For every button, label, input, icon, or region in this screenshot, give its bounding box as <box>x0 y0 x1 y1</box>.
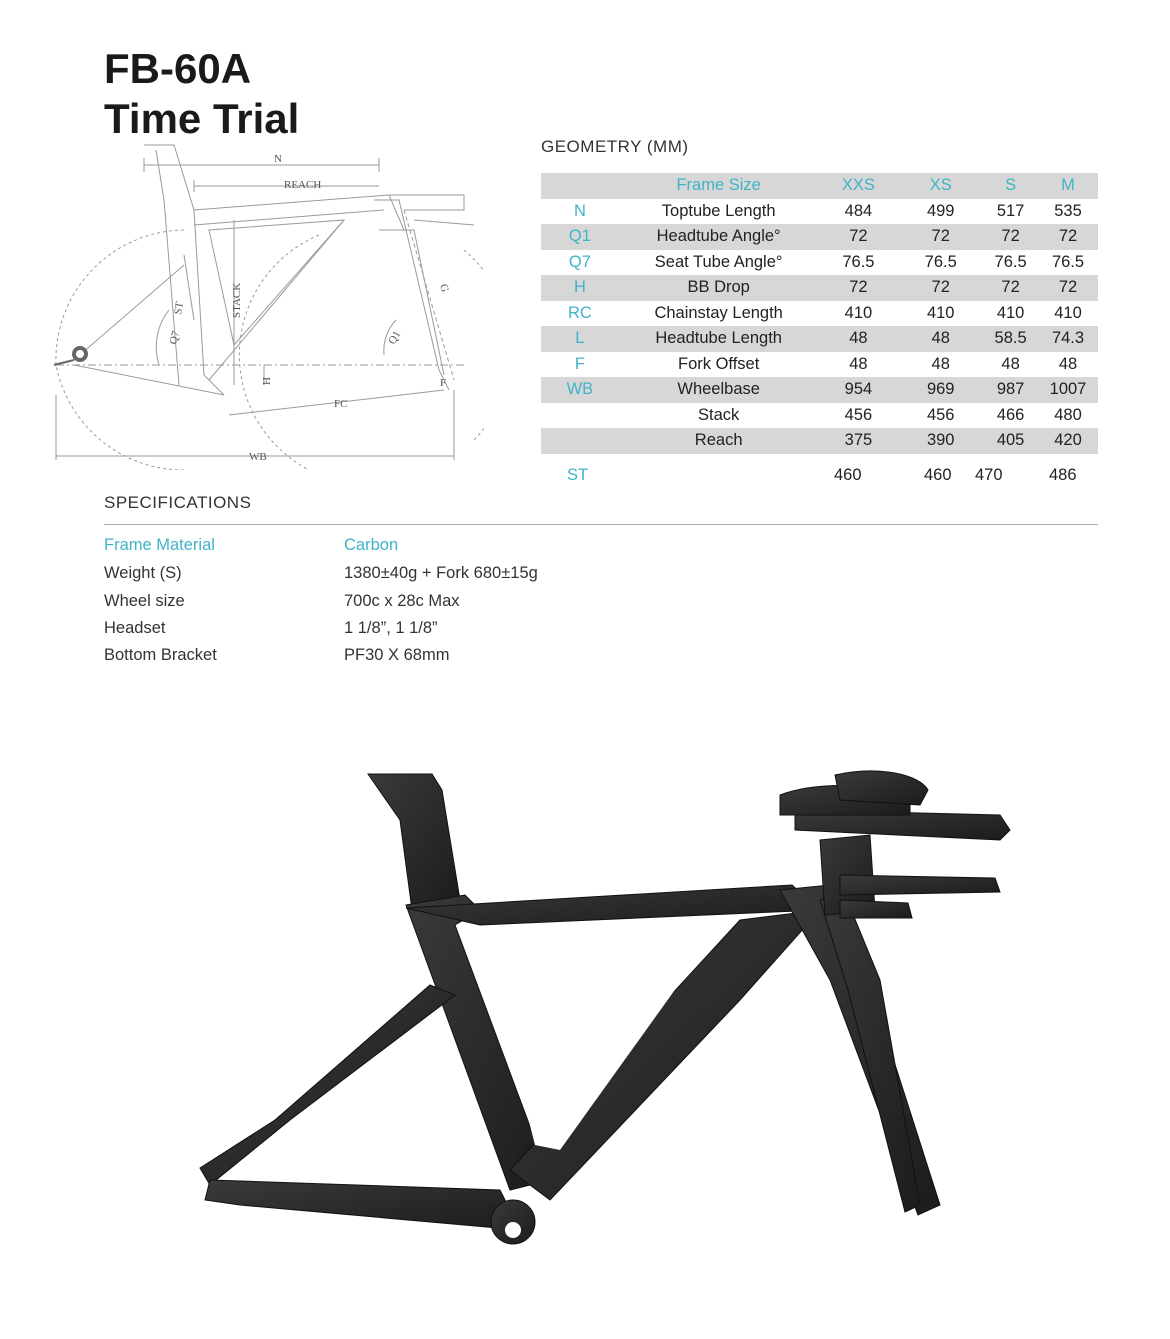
row-value: 76.5 <box>842 252 875 271</box>
row-code: WB <box>541 377 619 403</box>
frame-size-label: Frame Size <box>619 173 819 199</box>
row-value: 390 <box>898 428 983 454</box>
row-value: 48 <box>1001 354 1020 373</box>
row-value: 76.5 <box>924 252 957 271</box>
spec-value: 1 1/8”, 1 1/8” <box>344 619 438 637</box>
row-value: 405 <box>983 428 1038 454</box>
label-wb: WB <box>249 451 267 463</box>
table-row <box>541 428 1098 454</box>
row-code: N <box>573 201 586 220</box>
row-value: 72 <box>898 275 983 301</box>
spec-value: 1380±40g + Fork 680±15g <box>344 564 538 582</box>
bb-hole <box>505 1222 521 1238</box>
row-value: 410 <box>926 303 955 322</box>
table-header-row <box>541 173 1098 199</box>
table-row <box>541 250 1098 276</box>
st-value-xs: 460 <box>924 466 952 484</box>
frame-product-image <box>180 760 1030 1280</box>
row-value: 72 <box>819 275 899 301</box>
row-value: 58.5 <box>983 326 1038 352</box>
row-name: BB Drop <box>619 275 819 301</box>
spec-label: Weight (S) <box>104 564 182 582</box>
row-value: 72 <box>1038 224 1098 250</box>
label-f: F <box>440 377 447 389</box>
label-q7: Q7 <box>167 329 183 346</box>
row-value: 420 <box>1038 428 1098 454</box>
table-row <box>541 224 1098 250</box>
spec-value: PF30 X 68mm <box>344 646 450 664</box>
row-name: Toptube Length <box>661 201 776 220</box>
row-name: Stack <box>698 405 740 424</box>
row-code: Q7 <box>568 252 591 271</box>
spec-value: Carbon <box>344 536 399 554</box>
label-reach: REACH <box>284 179 322 191</box>
row-value: 987 <box>983 377 1038 403</box>
size-xs: XS <box>898 173 983 199</box>
row-value: 48 <box>819 326 899 352</box>
row-value: 410 <box>1054 303 1082 322</box>
label-fc: FC <box>334 398 348 410</box>
size-s: S <box>983 173 1038 199</box>
table-row <box>541 199 1098 225</box>
geometry-table <box>541 173 1098 454</box>
size-xxs: XXS <box>819 173 899 199</box>
row-value: 456 <box>844 405 873 424</box>
row-value: 72 <box>898 224 983 250</box>
row-value: 48 <box>849 354 868 373</box>
row-value: 410 <box>844 303 873 322</box>
st-value-s: 470 <box>975 466 1003 484</box>
spec-label: Wheel size <box>104 592 185 610</box>
label-g: G <box>437 282 451 294</box>
row-value: 72 <box>983 224 1038 250</box>
table-row <box>541 377 1098 403</box>
row-value: 969 <box>898 377 983 403</box>
label-h: H <box>261 377 273 385</box>
label-stack: STACK <box>231 282 243 318</box>
row-name: Chainstay Length <box>654 303 783 322</box>
row-value: 499 <box>926 201 955 220</box>
row-value: 72 <box>819 224 899 250</box>
spec-label: Bottom Bracket <box>104 646 217 664</box>
table-row <box>541 301 1098 327</box>
label-st: ST <box>172 300 187 316</box>
row-value: 72 <box>983 275 1038 301</box>
specifications-heading: SPECIFICATIONS <box>104 493 252 512</box>
geometry-heading: GEOMETRY (MM) <box>541 137 689 156</box>
row-value: 48 <box>931 354 950 373</box>
row-code <box>541 403 619 429</box>
row-name: Headtube Angle° <box>619 224 819 250</box>
row-name: Headtube Length <box>619 326 819 352</box>
row-value: 1007 <box>1038 377 1098 403</box>
row-value: 456 <box>926 405 955 424</box>
table-row <box>541 326 1098 352</box>
spec-value: 700c x 28c Max <box>344 592 460 610</box>
product-category: Time Trial <box>104 95 300 142</box>
row-name: Wheelbase <box>619 377 819 403</box>
row-value: 72 <box>1038 275 1098 301</box>
st-value-xxs: 460 <box>834 466 862 484</box>
divider <box>104 524 1098 525</box>
spec-label: Frame Material <box>104 536 215 554</box>
product-title <box>104 44 299 144</box>
size-m: M <box>1038 173 1098 199</box>
row-value: 484 <box>844 201 873 220</box>
row-value: 74.3 <box>1038 326 1098 352</box>
row-value: 535 <box>1054 201 1082 220</box>
row-value: 410 <box>996 303 1025 322</box>
row-code: RC <box>567 303 592 322</box>
row-value: 466 <box>996 405 1025 424</box>
row-name: Reach <box>619 428 819 454</box>
spec-label: Headset <box>104 619 166 637</box>
row-value: 76.5 <box>1051 252 1085 271</box>
table-row <box>541 275 1098 301</box>
row-name: Seat Tube Angle° <box>654 252 783 271</box>
row-value: 48 <box>1058 354 1078 373</box>
row-value: 517 <box>996 201 1025 220</box>
dropout-icon <box>54 346 88 365</box>
table-row <box>541 352 1098 378</box>
row-name: Fork Offset <box>678 354 760 373</box>
row-value: 480 <box>1054 405 1082 424</box>
row-value: 954 <box>819 377 899 403</box>
st-code: ST <box>567 466 589 484</box>
row-code <box>541 428 619 454</box>
label-n: N <box>274 153 282 165</box>
row-code: Q1 <box>541 224 619 250</box>
row-value: 48 <box>898 326 983 352</box>
label-q1: Q1 <box>386 328 404 347</box>
st-value-m: 486 <box>1049 466 1077 484</box>
row-code: H <box>541 275 619 301</box>
row-code: L <box>541 326 619 352</box>
product-model: FB-60A <box>104 45 252 92</box>
row-value: 375 <box>819 428 899 454</box>
geometry-diagram <box>44 140 484 470</box>
row-value: 76.5 <box>994 252 1027 271</box>
row-code: F <box>574 354 585 373</box>
table-row <box>541 403 1098 429</box>
